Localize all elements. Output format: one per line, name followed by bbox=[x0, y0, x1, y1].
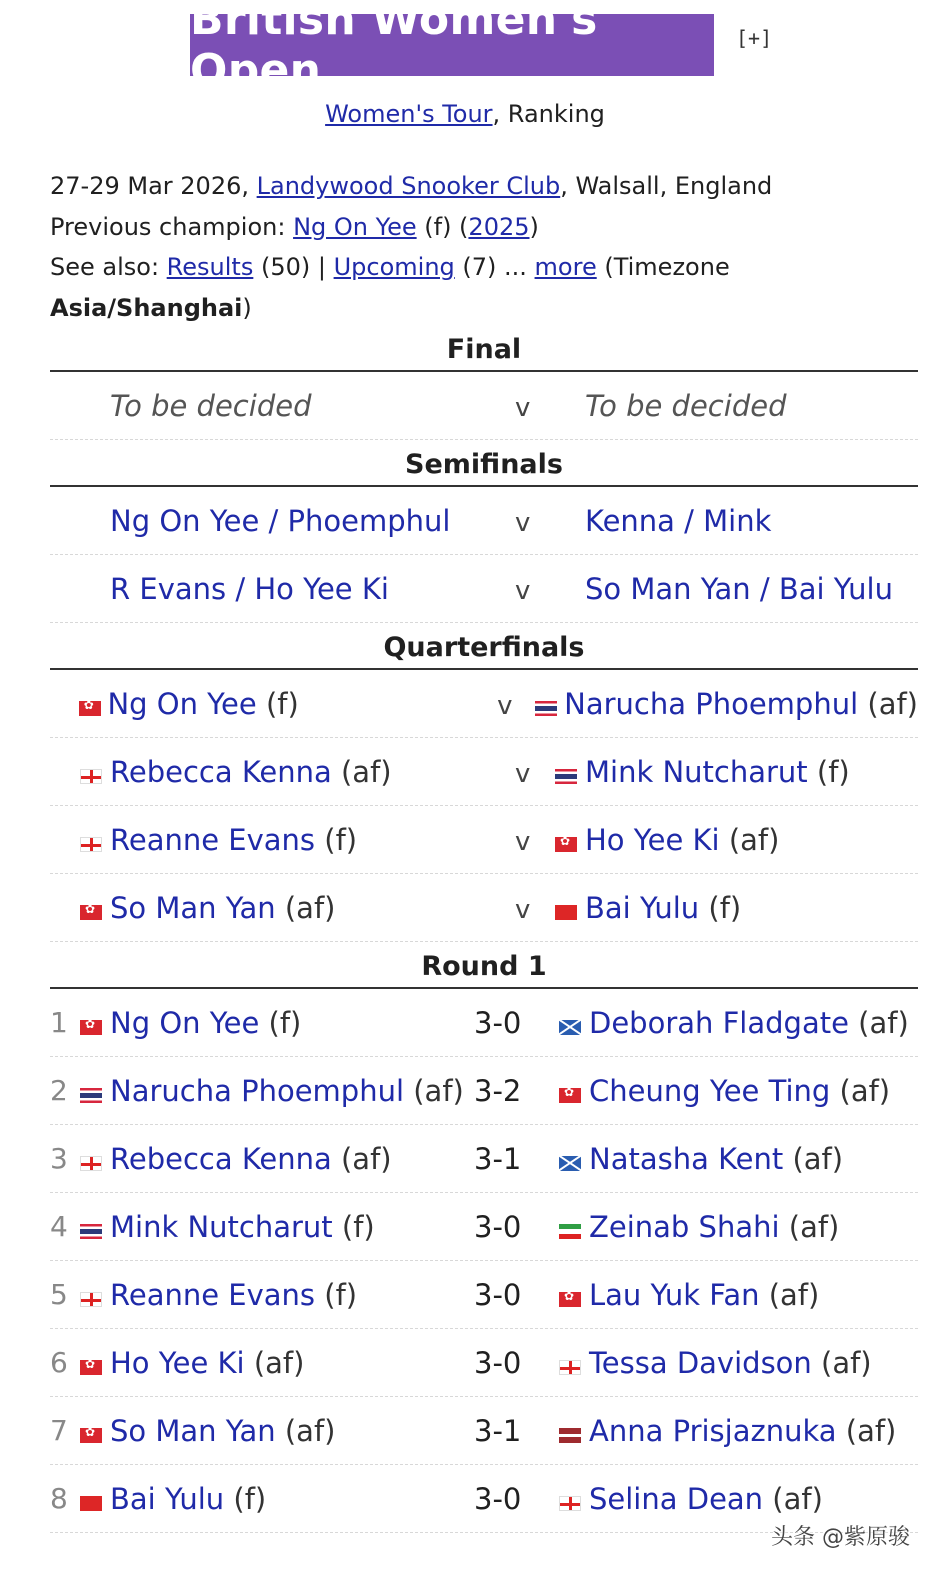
round1-match-row bbox=[50, 1329, 918, 1397]
semifinal-row bbox=[50, 555, 918, 623]
player-name-link[interactable]: Reanne Evans bbox=[110, 1277, 316, 1312]
flag-hk-icon bbox=[79, 701, 101, 716]
player-name-link[interactable]: Ng On Yee bbox=[110, 1005, 260, 1040]
flag-hk-icon bbox=[80, 905, 102, 920]
player1-cell bbox=[110, 1074, 470, 1108]
match-number: 7 bbox=[50, 1414, 68, 1447]
flag-en-icon bbox=[80, 1292, 102, 1307]
tz-open: (Timezone bbox=[596, 253, 730, 281]
player2-cell bbox=[585, 823, 779, 857]
upcoming-count: (7) ... bbox=[454, 253, 535, 281]
player-name-link[interactable]: Narucha Phoemphul bbox=[110, 1073, 405, 1108]
round1-match-row bbox=[50, 1397, 918, 1465]
match-score: 3-0 bbox=[474, 1481, 522, 1516]
prev-close: ) bbox=[529, 212, 539, 241]
flag-hk-icon bbox=[559, 1292, 581, 1307]
flag-cn-icon bbox=[555, 905, 577, 920]
player1-cell bbox=[110, 1006, 470, 1040]
player-status-tag: (af) bbox=[848, 1005, 909, 1040]
player-status-tag: (af) bbox=[719, 822, 780, 857]
page-header bbox=[0, 0, 930, 140]
final-match-row bbox=[50, 372, 918, 440]
player1-cell bbox=[110, 1346, 470, 1380]
semifinal-player1[interactable]: R Evans / Ho Yee Ki bbox=[110, 571, 389, 606]
round1-match-row bbox=[50, 1057, 918, 1125]
player-status-tag: (af) bbox=[404, 1073, 464, 1108]
player2-cell bbox=[589, 1482, 823, 1516]
player1-cell bbox=[110, 755, 470, 789]
player2-cell bbox=[589, 1142, 843, 1176]
player-name-link[interactable]: Bai Yulu bbox=[110, 1481, 225, 1516]
player1-cell bbox=[110, 1278, 470, 1312]
semifinal-row bbox=[50, 487, 918, 555]
round1-match-row bbox=[50, 1193, 918, 1261]
player2-cell bbox=[589, 1006, 909, 1040]
player-status-tag: (f) bbox=[315, 822, 358, 857]
more-link[interactable]: more bbox=[534, 253, 597, 281]
prev-tag: (f) ( bbox=[416, 212, 469, 241]
match-score: 3-0 bbox=[474, 1345, 522, 1380]
player-status-tag: (f) bbox=[699, 890, 742, 925]
flag-hk-icon bbox=[80, 1428, 102, 1443]
see-also-line bbox=[50, 247, 930, 328]
player-name-link[interactable]: Mink Nutcharut bbox=[585, 754, 808, 789]
match-number: 5 bbox=[50, 1278, 68, 1311]
player-name-link[interactable]: So Man Yan bbox=[110, 890, 276, 925]
flag-hk-icon bbox=[559, 1088, 581, 1103]
date-venue-line bbox=[50, 166, 930, 207]
flag-en-icon bbox=[559, 1496, 581, 1511]
watermark: 头条 @紫原骏 bbox=[771, 1525, 910, 1550]
see-also-label: See also: bbox=[50, 253, 167, 281]
player-name-link[interactable]: Tessa Davidson bbox=[589, 1345, 812, 1380]
match-number: 8 bbox=[50, 1482, 68, 1515]
event-info bbox=[50, 166, 930, 328]
results-count: (50) | bbox=[253, 253, 334, 281]
player-name-link[interactable]: So Man Yan bbox=[110, 1413, 276, 1448]
player-name-link[interactable]: Bai Yulu bbox=[585, 890, 700, 925]
player-name-link[interactable]: Anna Prisjaznuka bbox=[589, 1413, 837, 1448]
semifinal-player1[interactable]: Ng On Yee / Phoemphul bbox=[110, 503, 451, 538]
match-score: 3-0 bbox=[474, 1005, 522, 1040]
results-link[interactable]: Results bbox=[166, 253, 254, 281]
player-status-tag: (af) bbox=[331, 754, 392, 789]
timezone-value: Asia/Shanghai bbox=[50, 293, 243, 322]
player-status-tag: (af) bbox=[275, 890, 336, 925]
player2-cell bbox=[585, 891, 741, 925]
flag-lv-icon bbox=[559, 1428, 581, 1443]
page-title: British Women's Open bbox=[190, 14, 714, 76]
draw-table bbox=[50, 325, 918, 1533]
player-status-tag: (af) bbox=[783, 1141, 844, 1176]
flag-sc-icon bbox=[559, 1020, 581, 1035]
versus-label: v bbox=[515, 575, 531, 606]
player-name-link[interactable]: Cheung Yee Ting bbox=[589, 1073, 831, 1108]
quarterfinal-row bbox=[50, 874, 918, 942]
flag-hk-icon bbox=[80, 1360, 102, 1375]
player-status-tag: (af) bbox=[779, 1209, 840, 1244]
player-status-tag: (af) bbox=[759, 1277, 820, 1312]
flag-th-icon bbox=[555, 769, 577, 784]
player-status-tag: (af) bbox=[811, 1345, 872, 1380]
match-number: 2 bbox=[50, 1074, 68, 1107]
player-name-link[interactable]: Rebecca Kenna bbox=[110, 754, 332, 789]
previous-champion-line bbox=[50, 207, 930, 248]
section-round1: Round 1 bbox=[50, 942, 918, 989]
player-status-tag: (af) bbox=[275, 1413, 336, 1448]
player-status-tag: (af) bbox=[830, 1073, 891, 1108]
player-status-tag: (af) bbox=[836, 1413, 897, 1448]
event-dates: 27-29 Mar 2026, bbox=[50, 172, 257, 200]
flag-en-icon bbox=[80, 769, 102, 784]
flag-en-icon bbox=[559, 1360, 581, 1375]
player1-cell bbox=[110, 1210, 470, 1244]
player-status-tag: (f) bbox=[259, 1005, 302, 1040]
player-status-tag: (f) bbox=[315, 1277, 358, 1312]
versus-label: v bbox=[515, 507, 531, 538]
match-score: 3-1 bbox=[474, 1413, 522, 1448]
player1-cell bbox=[110, 891, 470, 925]
match-score: 3-1 bbox=[474, 1141, 522, 1176]
player1-cell bbox=[110, 1414, 470, 1448]
versus-label: v bbox=[515, 826, 531, 857]
player-name-link[interactable]: Deborah Fladgate bbox=[589, 1005, 849, 1040]
player-name-link[interactable]: Ho Yee Ki bbox=[585, 822, 720, 857]
section-quarterfinals: Quarterfinals bbox=[50, 623, 918, 670]
upcoming-link[interactable]: Upcoming bbox=[333, 253, 455, 281]
player-status-tag: (f) bbox=[332, 1209, 375, 1244]
player-status-tag: (af) bbox=[858, 686, 918, 721]
versus-label: v bbox=[515, 758, 531, 789]
quarterfinal-row bbox=[50, 806, 918, 874]
tour-link[interactable]: Women's Tour bbox=[325, 100, 493, 128]
flag-cn-icon bbox=[80, 1496, 102, 1511]
match-number: 6 bbox=[50, 1346, 68, 1379]
flag-th-icon bbox=[80, 1088, 102, 1103]
venue-link[interactable]: Landywood Snooker Club bbox=[256, 172, 561, 200]
versus-label: v bbox=[497, 690, 513, 721]
player2-cell bbox=[589, 1210, 839, 1244]
player-status-tag: (af) bbox=[331, 1141, 392, 1176]
round1-match-row bbox=[50, 1125, 918, 1193]
player-name-link[interactable]: Mink Nutcharut bbox=[110, 1209, 333, 1244]
round1-match-row bbox=[50, 989, 918, 1057]
player-name-link[interactable]: Reanne Evans bbox=[110, 822, 316, 857]
player-status-tag: (f) bbox=[256, 686, 299, 721]
player-name-link[interactable]: Selina Dean bbox=[589, 1481, 764, 1516]
final-player1: To be decided bbox=[110, 388, 312, 423]
final-player2: To be decided bbox=[585, 388, 787, 423]
match-number: 3 bbox=[50, 1142, 68, 1175]
player-name-link[interactable]: Lau Yuk Fan bbox=[589, 1277, 760, 1312]
player-status-tag: (af) bbox=[244, 1345, 305, 1380]
flag-th-icon bbox=[80, 1224, 102, 1239]
round1-match-row bbox=[50, 1261, 918, 1329]
tour-suffix: , Ranking bbox=[492, 100, 605, 128]
flag-sc-icon bbox=[559, 1156, 581, 1171]
flag-ir-icon bbox=[559, 1224, 581, 1239]
semifinal-player2[interactable]: So Man Yan / Bai Yulu bbox=[585, 571, 893, 606]
tour-line bbox=[0, 100, 930, 128]
player2-cell bbox=[589, 1414, 896, 1448]
versus-label: v bbox=[515, 392, 531, 423]
prev-year-link[interactable]: 2025 bbox=[468, 212, 530, 241]
player2-cell bbox=[589, 1346, 872, 1380]
match-number: 1 bbox=[50, 1006, 68, 1039]
player2-cell bbox=[585, 755, 850, 789]
quarterfinal-row bbox=[50, 738, 918, 806]
flag-th-icon bbox=[535, 701, 557, 716]
prev-label: Previous champion: bbox=[50, 212, 294, 241]
player-status-tag: (f) bbox=[807, 754, 850, 789]
versus-label: v bbox=[515, 894, 531, 925]
player-status-tag: (af) bbox=[763, 1481, 823, 1516]
expand-toggle[interactable]: [+] bbox=[736, 26, 773, 50]
player-name-link[interactable]: Zeinab Shahi bbox=[589, 1209, 780, 1244]
flag-en-icon bbox=[80, 1156, 102, 1171]
player-name-link[interactable]: Ho Yee Ki bbox=[110, 1345, 245, 1380]
player-status-tag: (f) bbox=[224, 1481, 267, 1516]
prev-champion-link[interactable]: Ng On Yee bbox=[293, 212, 417, 241]
player1-cell bbox=[110, 1142, 470, 1176]
section-final: Final bbox=[50, 325, 918, 372]
quarterfinal-row bbox=[50, 670, 918, 738]
player2-cell bbox=[589, 1074, 890, 1108]
player-name-link[interactable]: Rebecca Kenna bbox=[110, 1141, 332, 1176]
player-name-link[interactable]: Natasha Kent bbox=[589, 1141, 784, 1176]
event-location: , Walsall, England bbox=[560, 172, 773, 200]
section-semifinals: Semifinals bbox=[50, 440, 918, 487]
player1-cell bbox=[110, 1482, 470, 1516]
flag-en-icon bbox=[80, 837, 102, 852]
player1-cell bbox=[110, 823, 470, 857]
match-score: 3-0 bbox=[474, 1209, 522, 1244]
player2-cell bbox=[589, 1278, 819, 1312]
match-score: 3-0 bbox=[474, 1277, 522, 1312]
tz-close: ) bbox=[242, 293, 252, 322]
semifinal-player2[interactable]: Kenna / Mink bbox=[585, 503, 772, 538]
flag-hk-icon bbox=[80, 1020, 102, 1035]
player-name-link[interactable]: Ng On Yee bbox=[107, 686, 257, 721]
match-score: 3-2 bbox=[474, 1073, 522, 1108]
player-name-link[interactable]: Narucha Phoemphul bbox=[564, 686, 859, 721]
player1-cell bbox=[107, 687, 452, 721]
flag-hk-icon bbox=[555, 837, 577, 852]
player2-cell bbox=[564, 687, 918, 721]
match-number: 4 bbox=[50, 1210, 68, 1243]
